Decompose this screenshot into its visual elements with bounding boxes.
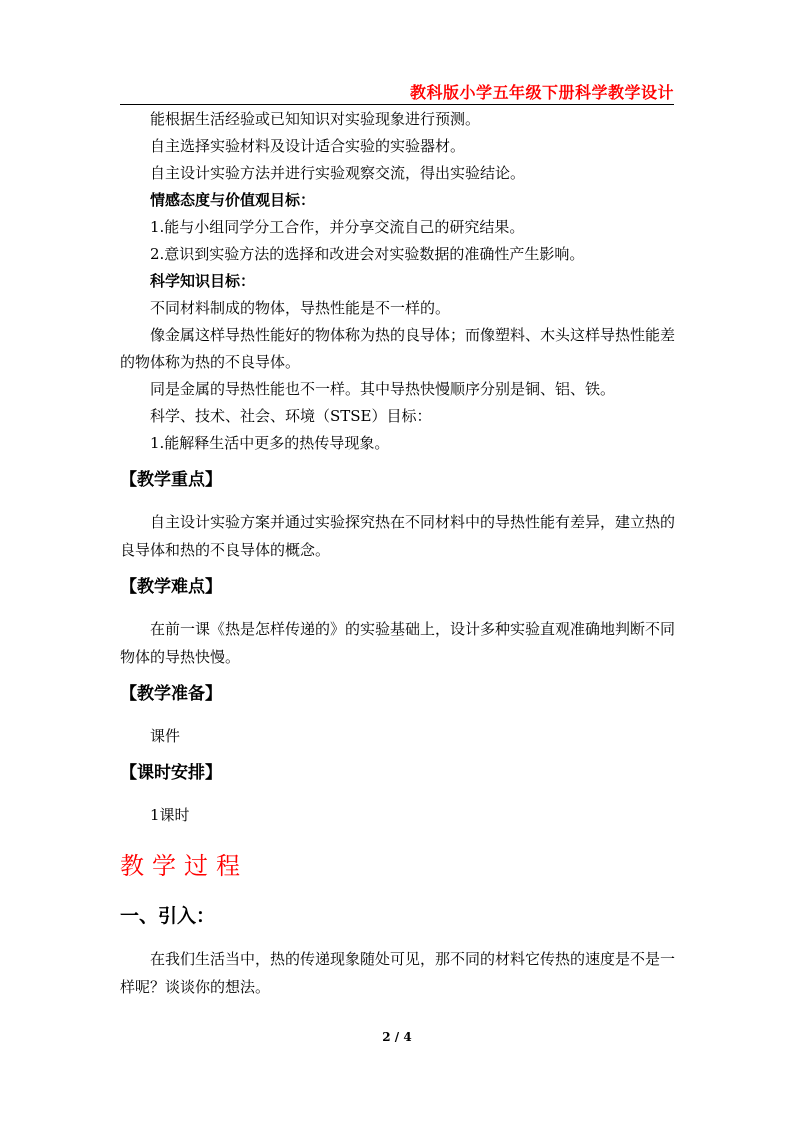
knowledge-objective-item: 像金属这样导热性能好的物体称为热的良导体；而像塑料、木头这样导热性能差的物体称为热的不良导体。 [120, 326, 676, 371]
process-title: 教学过程 [120, 852, 248, 880]
key-points-text: 自主设计实验方案并通过实验探究热在不同材料中的导热性能有差异，建立热的良导体和热的不良导体的概念。 [120, 513, 676, 559]
intro-heading: 一、引入： [120, 905, 216, 927]
header-rule [120, 104, 674, 105]
difficulties-section [120, 574, 676, 671]
emotion-objective-item: 2.意识到实验方法的选择和改进会对实验数据的准确性产生影响。 [150, 245, 585, 263]
emotion-objectives-heading: 情感态度与价值观目标： [150, 191, 316, 209]
preparation-heading: 【教学准备】 [120, 684, 222, 704]
schedule-heading: 【课时安排】 [120, 763, 222, 783]
page-number: 2 / 4 [382, 1030, 412, 1044]
difficulties-text: 在前一课《热是怎样传递的》的实验基础上，设计多种实验直观准确地判断不同物体的导热快慢。 [120, 620, 676, 666]
preparation-text: 课件 [150, 727, 181, 745]
schedule-text: 1课时 [150, 806, 190, 824]
objective-line: 自主设计实验方法并进行实验观察交流，得出实验结论。 [150, 164, 526, 182]
page-content [120, 106, 676, 1001]
knowledge-objective-item: 不同材料制成的物体，导热性能是不一样的。 [150, 299, 451, 317]
schedule-section [120, 760, 676, 829]
stse-objectives-heading: 科学、技术、社会、环境（STSE）目标： [150, 407, 432, 425]
preparation-section [120, 681, 676, 750]
intro-text: 在我们生活当中，热的传递现象随处可见，那不同的材料它传热的速度是不是一样呢？谈谈你的想法。 [120, 950, 676, 996]
objective-line: 能根据生活经验或已知知识对实验现象进行预测。 [150, 110, 481, 128]
page-header-title: 教科版小学五年级下册科学教学设计 [409, 83, 674, 102]
knowledge-objectives-heading: 科学知识目标： [150, 272, 256, 290]
objective-line: 自主选择实验材料及设计适合实验的实验器材。 [150, 137, 466, 155]
stse-objective-item: 1.能解释生活中更多的热传导现象。 [150, 434, 390, 452]
emotion-objective-item: 1.能与小组同学分工合作，并分享交流自己的研究结果。 [150, 218, 525, 236]
key-points-section [120, 467, 676, 564]
difficulties-heading: 【教学难点】 [120, 577, 222, 597]
knowledge-objective-item: 同是金属的导热性能也不一样。其中导热快慢顺序分别是铜、铝、铁。 [150, 380, 616, 398]
key-points-heading: 【教学重点】 [120, 470, 222, 490]
process-section [120, 849, 676, 1001]
